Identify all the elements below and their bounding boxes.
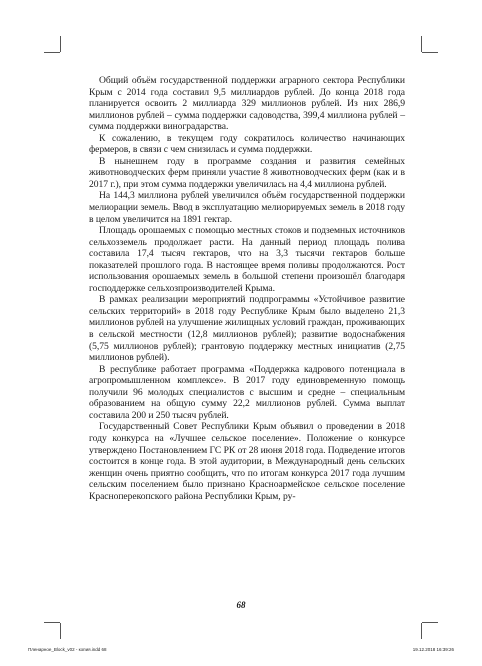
crop-mark — [60, 36, 61, 52]
paragraph: К сожалению, в текущем году сократилось количество начинающих фермеров, в связи с чем снизилась и сумма поддержки. — [89, 132, 405, 156]
paragraph: Площадь орошаемых с помощью местных стоков и подземных источников сельхозземель продолжает расти. На данный период площадь полива составила 17,4 тысяч гектаров, что на 3,3 тысячи гектаров больше показателей прошлого года. В настоящее время поливы продолжаются. Рост использования орошаемых земель в большой степени произошёл благодаря господдержке сельхозпроизводителей Крыма. — [89, 225, 405, 294]
paragraph: В нынешнем году в программе создания и развития семейных животноводческих ферм приняли участие 8 животноводческих ферм (как и в 2017 г.), при этом сумма поддержки увеличилась на 4,4 миллиона рублей. — [89, 155, 405, 190]
paragraph: Общий объём государственной поддержки аграрного сектора Республики Крым с 2014 года составил 9,5 миллиардов рублей. До конца 2018 года планируется освоить 2 миллиарда 329 миллионов рублей. Из них 286,9 миллионов рублей – сумма поддержки садоводства, 399,4 миллиона рублей – сумма поддержки виноградарства. — [89, 75, 405, 133]
crop-mark — [44, 52, 60, 53]
crop-mark — [60, 623, 61, 639]
crop-mark — [422, 622, 438, 623]
paragraph: На 144,3 миллиона рублей увеличился объём государственной поддержки мелиорации земель. Ввод в эксплуатацию мелиорируемых земель в 2018 году в целом увеличится на 1891 гектар. — [89, 190, 405, 225]
paragraph: Государственный Совет Республики Крым объявил о проведении в 2018 году конкурса на «Лучшее сельское поселение». Положение о конкурсе утверждено Постановлением ГС РК от 28 июня 2018 года. Подведение итогов состоится в конце года. В этой аудитории, в Международный день сельских женщин очень приятно сообщить, что по итогам конкурса 2017 года лучшим сельским поселением было признано Красноармейское сельское поселение Красноперекопского района Республики Крым, ру- — [89, 421, 405, 502]
crop-mark — [422, 52, 438, 53]
paragraph: В республике работает программа «Поддержка кадрового потенциала в агропромышленном комплексе». В 2017 году единовременную помощь получили 96 молодых специалистов с высшим и средне – специальным образованием на общую сумму 22,2 миллионов рублей. Сумма выплат составила 200 и 250 тысяч рублей. — [89, 363, 405, 421]
paragraph: В рамках реализации мероприятий подпрограммы «Устойчивое развитие сельских территорий» в 2018 году Республике Крым было выделено 21,3 миллионов рублей на улучшение жилищных условий граждан, проживающих в сельской местности (12,8 миллионов рублей); развитие водоснабжения (5,75 миллионов рублей); грантовую поддержку местных инициатив (2,75 миллионов рублей). — [89, 294, 405, 364]
page-number: 68 — [236, 600, 246, 610]
body-text — [89, 75, 405, 502]
crop-mark — [44, 622, 60, 623]
slug-filename: Пленарное_Block_v02 - копия.indd 68 — [28, 647, 107, 652]
crop-mark — [421, 36, 422, 52]
crop-mark — [421, 623, 422, 639]
slug-timestamp: 19.12.2018 16:39:26 — [412, 647, 454, 652]
